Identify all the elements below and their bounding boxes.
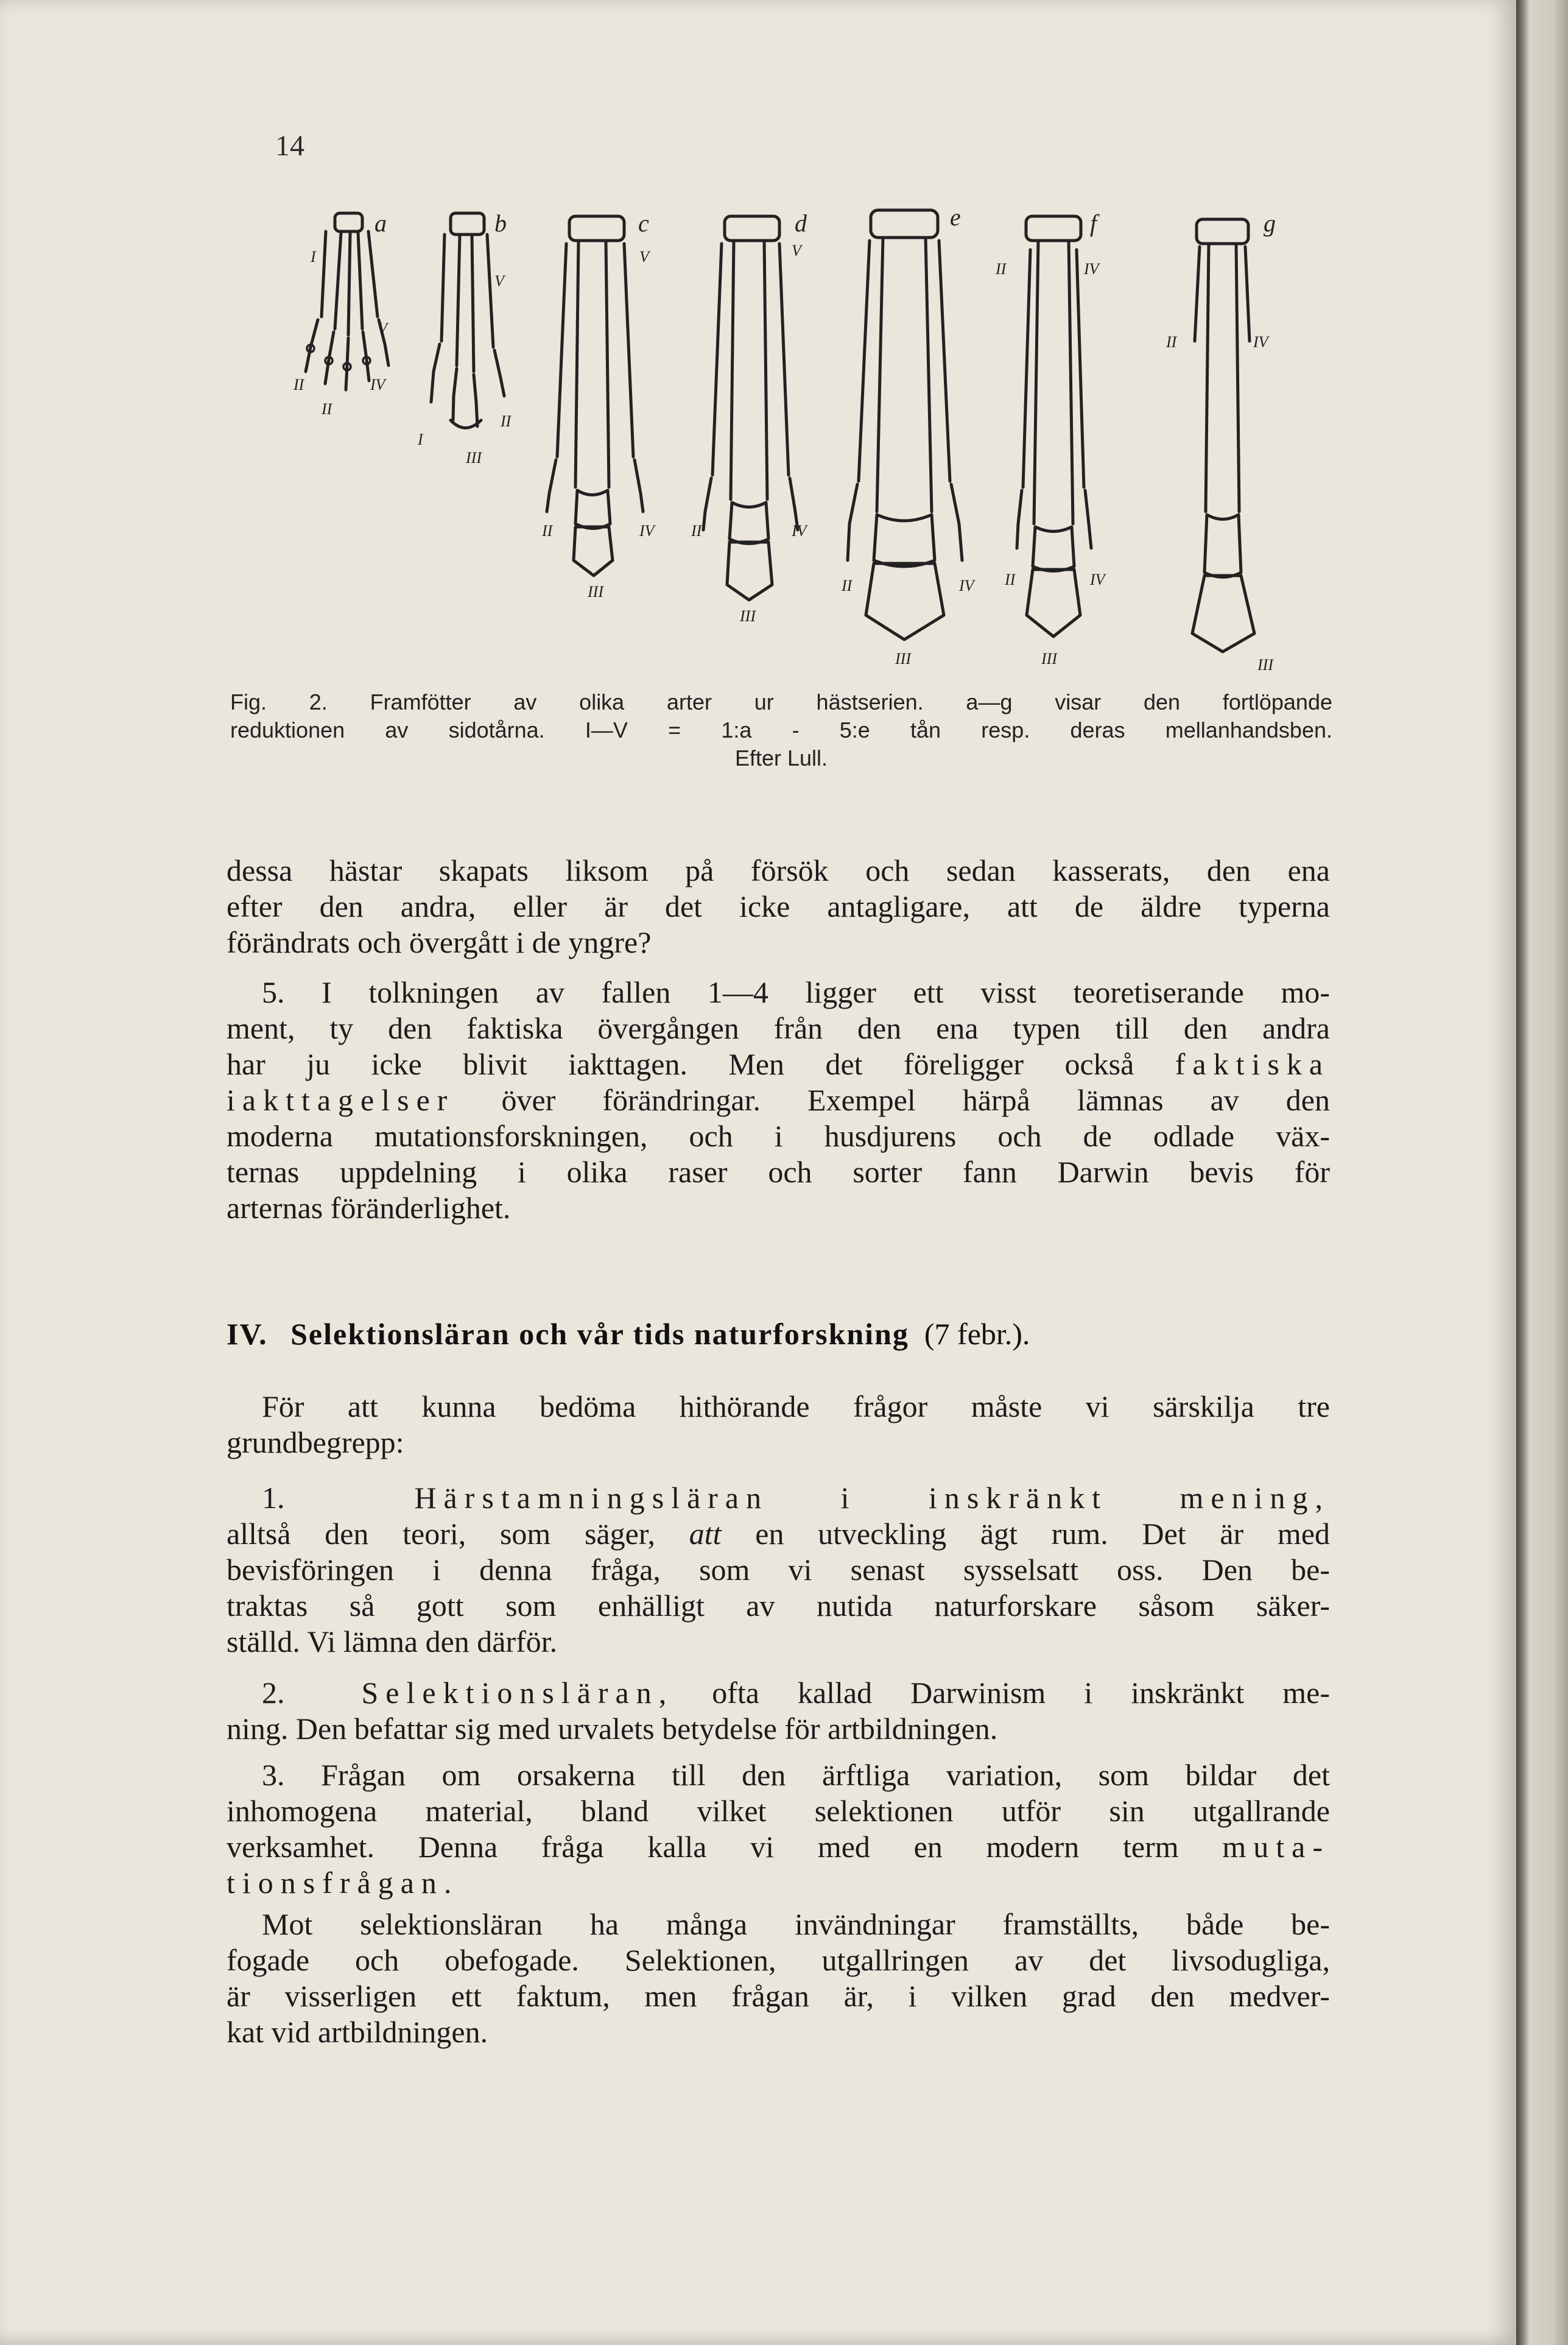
text-span: har ju icke blivit iakttagen. Men det föreligger också xyxy=(227,1047,1134,1081)
text-span: alltså den teori, som säger, xyxy=(227,1517,656,1551)
item-number: 1. xyxy=(262,1481,285,1515)
text-line: ställd. Vi lämna den därför. xyxy=(227,1624,558,1659)
emphasis: att xyxy=(689,1517,722,1551)
roman-label: II xyxy=(996,260,1007,278)
roman-label: III xyxy=(1257,656,1273,674)
text-line xyxy=(227,1082,1330,1118)
text-line: För att kunna bedöma hithörande frågor måste vi särskilja tre xyxy=(262,1389,1330,1423)
item-1 xyxy=(227,1480,1330,1660)
foot-d xyxy=(691,210,809,625)
roman-label: III xyxy=(895,650,911,668)
foot-f xyxy=(995,210,1107,668)
text-line: grundbegrepp: xyxy=(227,1425,404,1459)
roman-label: IV xyxy=(639,522,655,540)
text-line: ment, ty den faktiska övergången från den ena typen till den andra xyxy=(227,1011,1330,1045)
panel-label-f: f xyxy=(1090,210,1097,237)
text-line: 5. I tolkningen av fallen 1—4 ligger ett visst teoretiserande mo- xyxy=(262,975,1330,1009)
section-title: Selektionsläran och vår tids naturforskning xyxy=(290,1317,909,1351)
section-date: (7 febr.). xyxy=(924,1317,1030,1351)
paragraph-5 xyxy=(227,975,1330,1226)
text-line: 3. Frågan om orsakerna till den ärftliga variation, som bildar det xyxy=(262,1758,1330,1792)
text-line: traktas så gott som enhälligt av nutida naturforskare såsom säker- xyxy=(227,1589,1330,1623)
text-line: ning. Den befattar sig med urvalets betydelse för artbildningen. xyxy=(227,1712,998,1746)
roman-label: IV xyxy=(370,376,385,393)
text-line: inhomogena material, bland vilket selektionen utför sin utgallrande xyxy=(227,1794,1330,1828)
roman-label: II xyxy=(322,400,332,418)
roman-label: II xyxy=(1166,333,1177,351)
roman-label: II xyxy=(501,412,512,430)
text-line xyxy=(227,1675,1330,1711)
roman-label: IV xyxy=(1084,260,1099,278)
roman-label: V xyxy=(792,242,801,259)
text-line: efter den andra, eller är det icke antagligare, att de äldre typerna xyxy=(227,889,1330,923)
caption-line: reduktionen av sidotårna. I—V = 1:a - 5:e tån resp. deras mellanhandsben. xyxy=(230,718,1332,742)
item-2 xyxy=(227,1675,1330,1747)
panel-label-g: g xyxy=(1264,210,1276,237)
figure-caption xyxy=(230,688,1332,772)
spaced-term: faktiska xyxy=(1175,1047,1331,1081)
spaced-term: Selektionsläran, xyxy=(361,1676,674,1710)
text-span: ofta kallad Darwinism i inskränkt me- xyxy=(712,1676,1331,1710)
text-line xyxy=(227,1829,1330,1865)
foot-c xyxy=(541,210,656,601)
roman-label: IV xyxy=(959,577,974,594)
text-line: fogade och obefogade. Selektionen, utgallringen av det livsodugliga, xyxy=(227,1943,1330,1977)
roman-label: III xyxy=(588,583,603,601)
panel-label-c: c xyxy=(638,210,649,237)
text-line: dessa hästar skapats liksom på försök och sedan kasserats, den ena xyxy=(227,853,1330,887)
section-number: IV. xyxy=(227,1317,268,1351)
text-line: moderna mutationsforskningen, och i husdjurens och de odlade väx- xyxy=(227,1119,1330,1153)
item-number: 2. xyxy=(262,1676,285,1710)
roman-label: IV xyxy=(792,522,807,540)
horse-forefeet-illustration xyxy=(250,195,1321,682)
text-line: Mot selektionsläran ha många invändningar framställts, både be- xyxy=(262,1907,1330,1941)
roman-label: II xyxy=(691,522,702,540)
roman-label: II xyxy=(842,577,853,594)
foot-e xyxy=(841,203,976,668)
item-3 xyxy=(227,1757,1330,1901)
roman-label: III xyxy=(466,449,482,467)
roman-label: I xyxy=(311,248,316,266)
panel-label-e: e xyxy=(950,203,961,231)
text-line: kat vid artbildningen. xyxy=(227,2015,488,2049)
roman-label: III xyxy=(1041,650,1057,668)
text-line: förändrats och övergått i de yngre? xyxy=(227,925,652,959)
text-line xyxy=(227,1480,1330,1516)
roman-label: I xyxy=(418,431,423,448)
caption-line: Efter Lull. xyxy=(734,746,828,770)
page-number: 14 xyxy=(275,130,304,162)
roman-label: II xyxy=(294,376,304,393)
spaced-term: iakttagelser xyxy=(227,1083,455,1117)
roman-label: V xyxy=(494,272,504,290)
paragraph-continuation xyxy=(227,853,1330,961)
foot-b xyxy=(417,210,512,467)
text-line: arternas föränderlighet. xyxy=(227,1191,511,1225)
roman-label: II xyxy=(542,522,553,540)
spaced-term: muta- xyxy=(1222,1830,1331,1864)
panel-label-b: b xyxy=(494,210,507,237)
foot-g xyxy=(1165,210,1276,674)
foot-a xyxy=(293,210,389,418)
text-line: ternas uppdelning i olika raser och sorter fann Darwin bevis för xyxy=(227,1155,1330,1189)
roman-label: III xyxy=(740,607,756,625)
spaced-term: tionsfrågan. xyxy=(227,1866,459,1900)
text-span: verksamhet. Denna fråga kalla vi med en modern term xyxy=(227,1830,1179,1864)
text-span: en utveckling ägt rum. Det är med xyxy=(755,1517,1331,1551)
text-line: är visserligen ett faktum, men frågan är, i vilken grad den medver- xyxy=(227,1979,1330,2013)
text-line xyxy=(227,1046,1330,1082)
text-line xyxy=(227,1516,1330,1552)
next-page-edge xyxy=(1516,0,1568,2345)
text-span: över förändringar. Exempel härpå lämnas av den xyxy=(501,1083,1330,1117)
roman-label: II xyxy=(1005,571,1016,588)
panel-label-d: d xyxy=(795,210,807,237)
paragraph-final xyxy=(227,1906,1330,2050)
roman-label: IV xyxy=(1090,571,1105,588)
spaced-term: Härstamningsläran i inskränkt mening, xyxy=(414,1481,1330,1515)
roman-label: V xyxy=(378,320,387,337)
paragraph-intro xyxy=(227,1389,1330,1461)
section-heading xyxy=(227,1316,1030,1352)
caption-line: Fig. 2. Framfötter av olika arter ur hästserien. a—g visar den fortlöpande xyxy=(230,689,1332,714)
panel-label-a: a xyxy=(374,210,387,237)
text-line: bevisföringen i denna fråga, som vi senast sysselsatt oss. Den be- xyxy=(227,1553,1330,1587)
figure-horse-forefeet xyxy=(250,195,1321,682)
roman-label: IV xyxy=(1253,333,1268,351)
text-line xyxy=(227,1865,1330,1901)
roman-label: V xyxy=(639,248,649,266)
